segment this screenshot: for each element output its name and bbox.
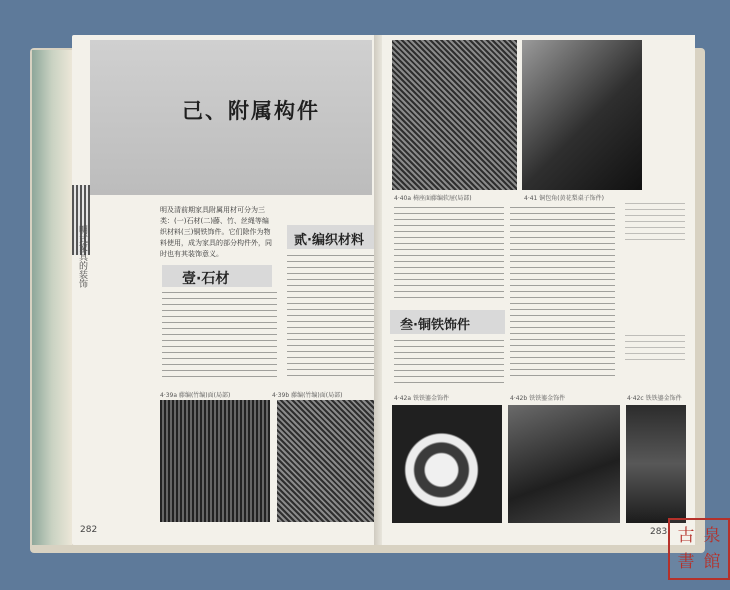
chapter-title: 己、附属构件 [182,99,320,123]
intro-text: 明及清前期家具附属用材可分为三类：(一)石材(二)藤、竹、丝绳等编织材料(三)铜铁饰件。它们除作为物料使用，成为家具的部分构件外，同时也有其装饰意义。 [160,206,272,258]
right-body-text-1 [394,207,504,302]
caption-a: 4·39a 藤编(竹编)面(局部) [160,392,231,399]
side-notes-2 [625,335,685,365]
section-2-body-text [287,255,377,380]
page-number-right: 283 [650,527,668,537]
left-page [72,35,382,545]
book-page-stack [32,50,72,545]
section-3-heading: 叁·铜铁饰件 [400,318,470,333]
photo-seat-texture [392,40,517,190]
caption-b: 4·39b 藤编(竹编)面(局部) [272,392,343,399]
photo-woven-seat-a [160,400,270,522]
caption-bottom-right: 4·42c 铁铁鎏金饰件 [627,395,682,402]
seal-char: 泉 [703,526,721,546]
photo-table-corner [522,40,642,190]
photo-woven-seat-b [277,400,377,522]
section-2-heading: 贰·编织材料 [294,233,364,248]
caption-top-left: 4·40a 椅座面藤编软屉(局部) [394,195,472,202]
right-body-text-2 [510,207,615,377]
seal-char: 書 [677,552,695,572]
seal-char: 古 [677,526,695,546]
section-1-body-text [162,292,277,382]
side-notes-1 [625,203,685,243]
section-1-heading: 壹·石材 [182,271,230,287]
photo-iron-fitting-a [392,405,502,523]
caption-bottom-mid: 4·42b 铁铁鎏金饰件 [510,395,566,402]
page-number-left: 282 [80,525,98,535]
right-page [382,35,695,545]
right-body-text-3 [394,340,504,385]
seal-char: 館 [703,552,721,572]
caption-bottom-left: 4·42a 铁铁鎏金饰件 [394,395,449,402]
side-caption: 明式家具的装饰 [77,225,87,288]
photo-iron-fitting-b [508,405,620,523]
photo-iron-fitting-c [626,405,686,523]
library-seal-stamp [668,518,730,580]
caption-top-right: 4·41 铜包角(黄花梨桌子饰件) [524,195,604,202]
